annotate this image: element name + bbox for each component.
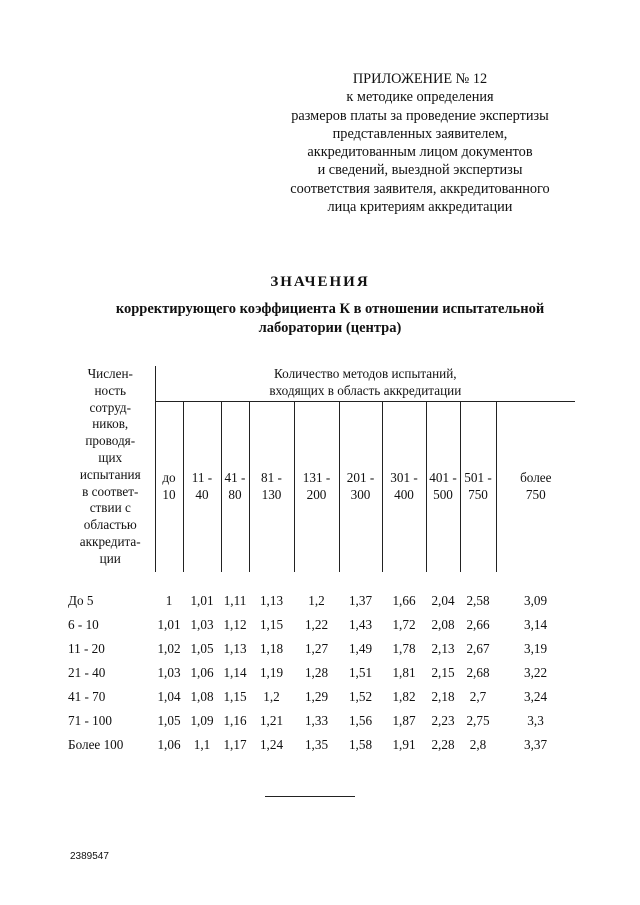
method-band-label: 130 <box>261 487 282 502</box>
coefficient-cell: 2,04 <box>431 592 455 608</box>
coefficient-cell: 1,43 <box>348 616 373 632</box>
method-band-label: 501 - <box>464 470 492 486</box>
coefficient-cell: 1,82 <box>392 688 416 704</box>
method-band-header <box>249 402 294 573</box>
method-band-label: 300 <box>350 487 371 502</box>
annex-line: соответствия заявителя, аккредитованного <box>290 180 550 197</box>
annex-title: ПРИЛОЖЕНИЕ № 12 <box>352 71 488 87</box>
coefficient-cell: 1,52 <box>348 688 373 704</box>
coefficient-cell: 1,2 <box>308 592 325 608</box>
coefficient-cell: 1,11 <box>223 592 247 608</box>
method-band-header <box>221 402 249 573</box>
coefficient-cell: 1,04 <box>157 688 181 704</box>
method-band-label: 500 <box>433 487 453 502</box>
annex-line: и сведений, выездной экспертизы <box>317 162 523 179</box>
coefficient-cell: 3,3 <box>527 712 544 728</box>
coefficient-cell: 1,81 <box>392 664 416 680</box>
document-number: 2389547 <box>70 851 109 862</box>
method-band-label: 131 - <box>302 470 331 486</box>
document-heading: ЗНАЧЕНИЯ <box>270 274 370 290</box>
annex-block <box>255 70 585 216</box>
coefficient-cell: 1,28 <box>304 664 329 680</box>
row-label: 71 - 100 <box>68 712 112 728</box>
coefficient-cell: 1,24 <box>259 736 284 752</box>
annex-line: аккредитованным лицом документов <box>307 144 533 161</box>
row-label: 11 - 20 <box>68 640 105 656</box>
method-band-header <box>339 402 382 573</box>
coefficient-cell: 1,1 <box>193 736 211 752</box>
method-band-label: до <box>162 470 176 486</box>
staff-header-line: областью <box>83 517 137 533</box>
coefficient-cell: 1,56 <box>348 712 373 728</box>
methods-header-line: входящих в область аккредитации <box>269 382 462 398</box>
coefficient-cell: 1,08 <box>190 688 214 704</box>
staff-header-text <box>66 366 155 568</box>
coefficient-cell: 1,72 <box>392 616 416 632</box>
table-row <box>66 661 575 685</box>
coefficient-cell: 2,68 <box>466 664 490 680</box>
annex-line: лица критериям аккредитации <box>327 199 513 216</box>
staff-header-line: ность <box>94 382 127 398</box>
coefficient-cell: 1,15 <box>259 616 284 632</box>
coefficient-cell: 2,67 <box>466 640 490 656</box>
row-label: Более 100 <box>68 736 124 752</box>
table-row <box>66 733 575 757</box>
coefficient-table <box>66 366 575 757</box>
coefficient-cell: 1,22 <box>304 616 329 632</box>
coefficient-cell: 1,18 <box>259 640 284 656</box>
method-band-label: 80 <box>228 487 242 502</box>
coefficient-cell: 1,03 <box>157 664 181 680</box>
staff-header-line: щих <box>98 449 123 465</box>
coefficient-cell: 1,37 <box>348 592 373 608</box>
staff-header-line: в соответ- <box>82 483 139 499</box>
coefficient-cell: 2,7 <box>469 688 487 704</box>
coefficient-cell: 1,51 <box>348 664 373 680</box>
coefficient-cell: 2,8 <box>469 736 487 752</box>
coefficient-cell: 1,09 <box>190 712 214 728</box>
coefficient-cell: 1,06 <box>157 736 181 752</box>
table-body <box>66 589 575 757</box>
staff-count-header <box>66 366 155 572</box>
table-row <box>66 709 575 733</box>
method-band-header <box>426 402 460 573</box>
method-band-label: более <box>520 470 552 486</box>
coefficient-cell: 3,22 <box>524 664 548 680</box>
method-band-header <box>382 402 426 573</box>
coefficient-cell: 1,66 <box>392 592 416 608</box>
method-band-header <box>460 402 496 573</box>
coefficient-cell: 1,05 <box>190 640 214 656</box>
coefficient-cell: 1,29 <box>304 688 329 704</box>
coefficient-cell: 1,06 <box>190 664 214 680</box>
coefficient-cell: 1,13 <box>259 592 284 608</box>
method-band-label: 10 <box>162 487 176 502</box>
coefficient-cell: 1,02 <box>157 640 181 656</box>
coefficient-cell: 2,15 <box>431 664 455 680</box>
coefficient-cell: 2,58 <box>466 592 490 608</box>
coefficient-cell: 1,2 <box>263 688 280 704</box>
coefficient-cell: 2,28 <box>431 736 455 752</box>
table-row <box>66 685 575 709</box>
spacer-row <box>66 572 575 589</box>
coefficient-cell: 2,66 <box>466 616 490 632</box>
coefficient-cell: 1,27 <box>304 640 329 656</box>
coefficient-cell: 1,21 <box>259 712 284 728</box>
coefficient-cell: 1,33 <box>304 712 329 728</box>
method-band-label: 200 <box>306 487 327 502</box>
coefficient-cell: 2,13 <box>431 640 455 656</box>
coefficient-cell: 1,15 <box>223 688 247 704</box>
subheading-line: лаборатории (центра) <box>258 320 402 336</box>
coefficient-cell: 1,17 <box>223 736 247 752</box>
coefficient-cell: 1,01 <box>157 616 181 632</box>
closing-rule <box>265 796 355 797</box>
coefficient-cell: 1,03 <box>190 616 214 632</box>
method-band-label: 40 <box>195 487 209 502</box>
table-row <box>66 589 575 613</box>
methods-count-header <box>155 366 575 402</box>
method-band-label: 750 <box>468 487 488 502</box>
coefficient-cell: 1 <box>165 592 173 608</box>
method-band-label: 401 - <box>429 470 457 486</box>
coefficient-cell: 1,05 <box>157 712 181 728</box>
row-label: 21 - 40 <box>68 664 106 680</box>
methods-header-line: Количество методов испытаний, <box>274 366 457 381</box>
document-subheading <box>60 300 600 338</box>
coefficient-cell: 1,87 <box>392 712 416 728</box>
subheading-line: корректирующего коэффициента К в отношении испытательной <box>115 301 545 317</box>
coefficient-cell: 2,08 <box>431 616 455 632</box>
staff-header-line: аккредита- <box>79 533 141 549</box>
coefficient-cell: 3,37 <box>524 736 548 752</box>
annex-line: к методике определения <box>346 89 494 106</box>
coefficient-cell: 1,14 <box>223 664 247 680</box>
coefficient-cell: 1,13 <box>223 640 247 656</box>
coefficient-cell: 1,58 <box>348 736 373 752</box>
coefficient-cell: 1,35 <box>304 736 329 752</box>
method-band-label: 11 - <box>191 470 213 486</box>
annex-line: представленных заявителем, <box>332 125 508 142</box>
staff-header-line: сотруд- <box>89 399 131 415</box>
coefficient-cell: 1,01 <box>190 592 214 608</box>
method-band-header <box>155 402 183 573</box>
coefficient-cell: 3,14 <box>524 616 548 632</box>
staff-header-line: ствии с <box>89 500 131 516</box>
row-label: 41 - 70 <box>68 688 106 704</box>
coefficient-cell: 1,49 <box>348 640 373 656</box>
table-row <box>66 637 575 661</box>
staff-header-line: ции <box>99 550 121 566</box>
coefficient-cell: 1,78 <box>392 640 416 656</box>
method-band-label: 750 <box>525 487 546 502</box>
coefficient-cell: 1,91 <box>392 736 416 752</box>
staff-header-line: Числен- <box>87 366 133 381</box>
method-band-label: 301 - <box>390 470 418 486</box>
coefficient-cell: 3,19 <box>524 640 548 656</box>
coefficient-cell: 2,75 <box>466 712 490 728</box>
table-row <box>66 613 575 637</box>
method-band-header <box>183 402 221 573</box>
coefficient-cell: 1,12 <box>223 616 247 632</box>
staff-header-line: проводя- <box>85 433 136 449</box>
row-label: До 5 <box>68 592 94 608</box>
coefficient-cell: 2,18 <box>431 688 455 704</box>
method-band-label: 201 - <box>346 470 375 486</box>
coefficient-cell: 3,24 <box>524 688 548 704</box>
staff-header-line: ников, <box>92 416 129 432</box>
method-band-label: 400 <box>394 487 414 502</box>
method-band-label: 41 - <box>224 470 246 486</box>
method-band-header <box>496 402 575 573</box>
row-label: 6 - 10 <box>68 616 99 632</box>
method-band-label: 81 - <box>261 470 282 486</box>
method-band-header <box>294 402 339 573</box>
annex-line: размеров платы за проведение экспертизы <box>291 107 549 124</box>
coefficient-cell: 1,16 <box>223 712 247 728</box>
coefficient-cell: 3,09 <box>524 592 548 608</box>
staff-header-line: испытания <box>79 466 141 482</box>
coefficient-cell: 1,19 <box>259 664 284 680</box>
coefficient-cell: 2,23 <box>431 712 455 728</box>
